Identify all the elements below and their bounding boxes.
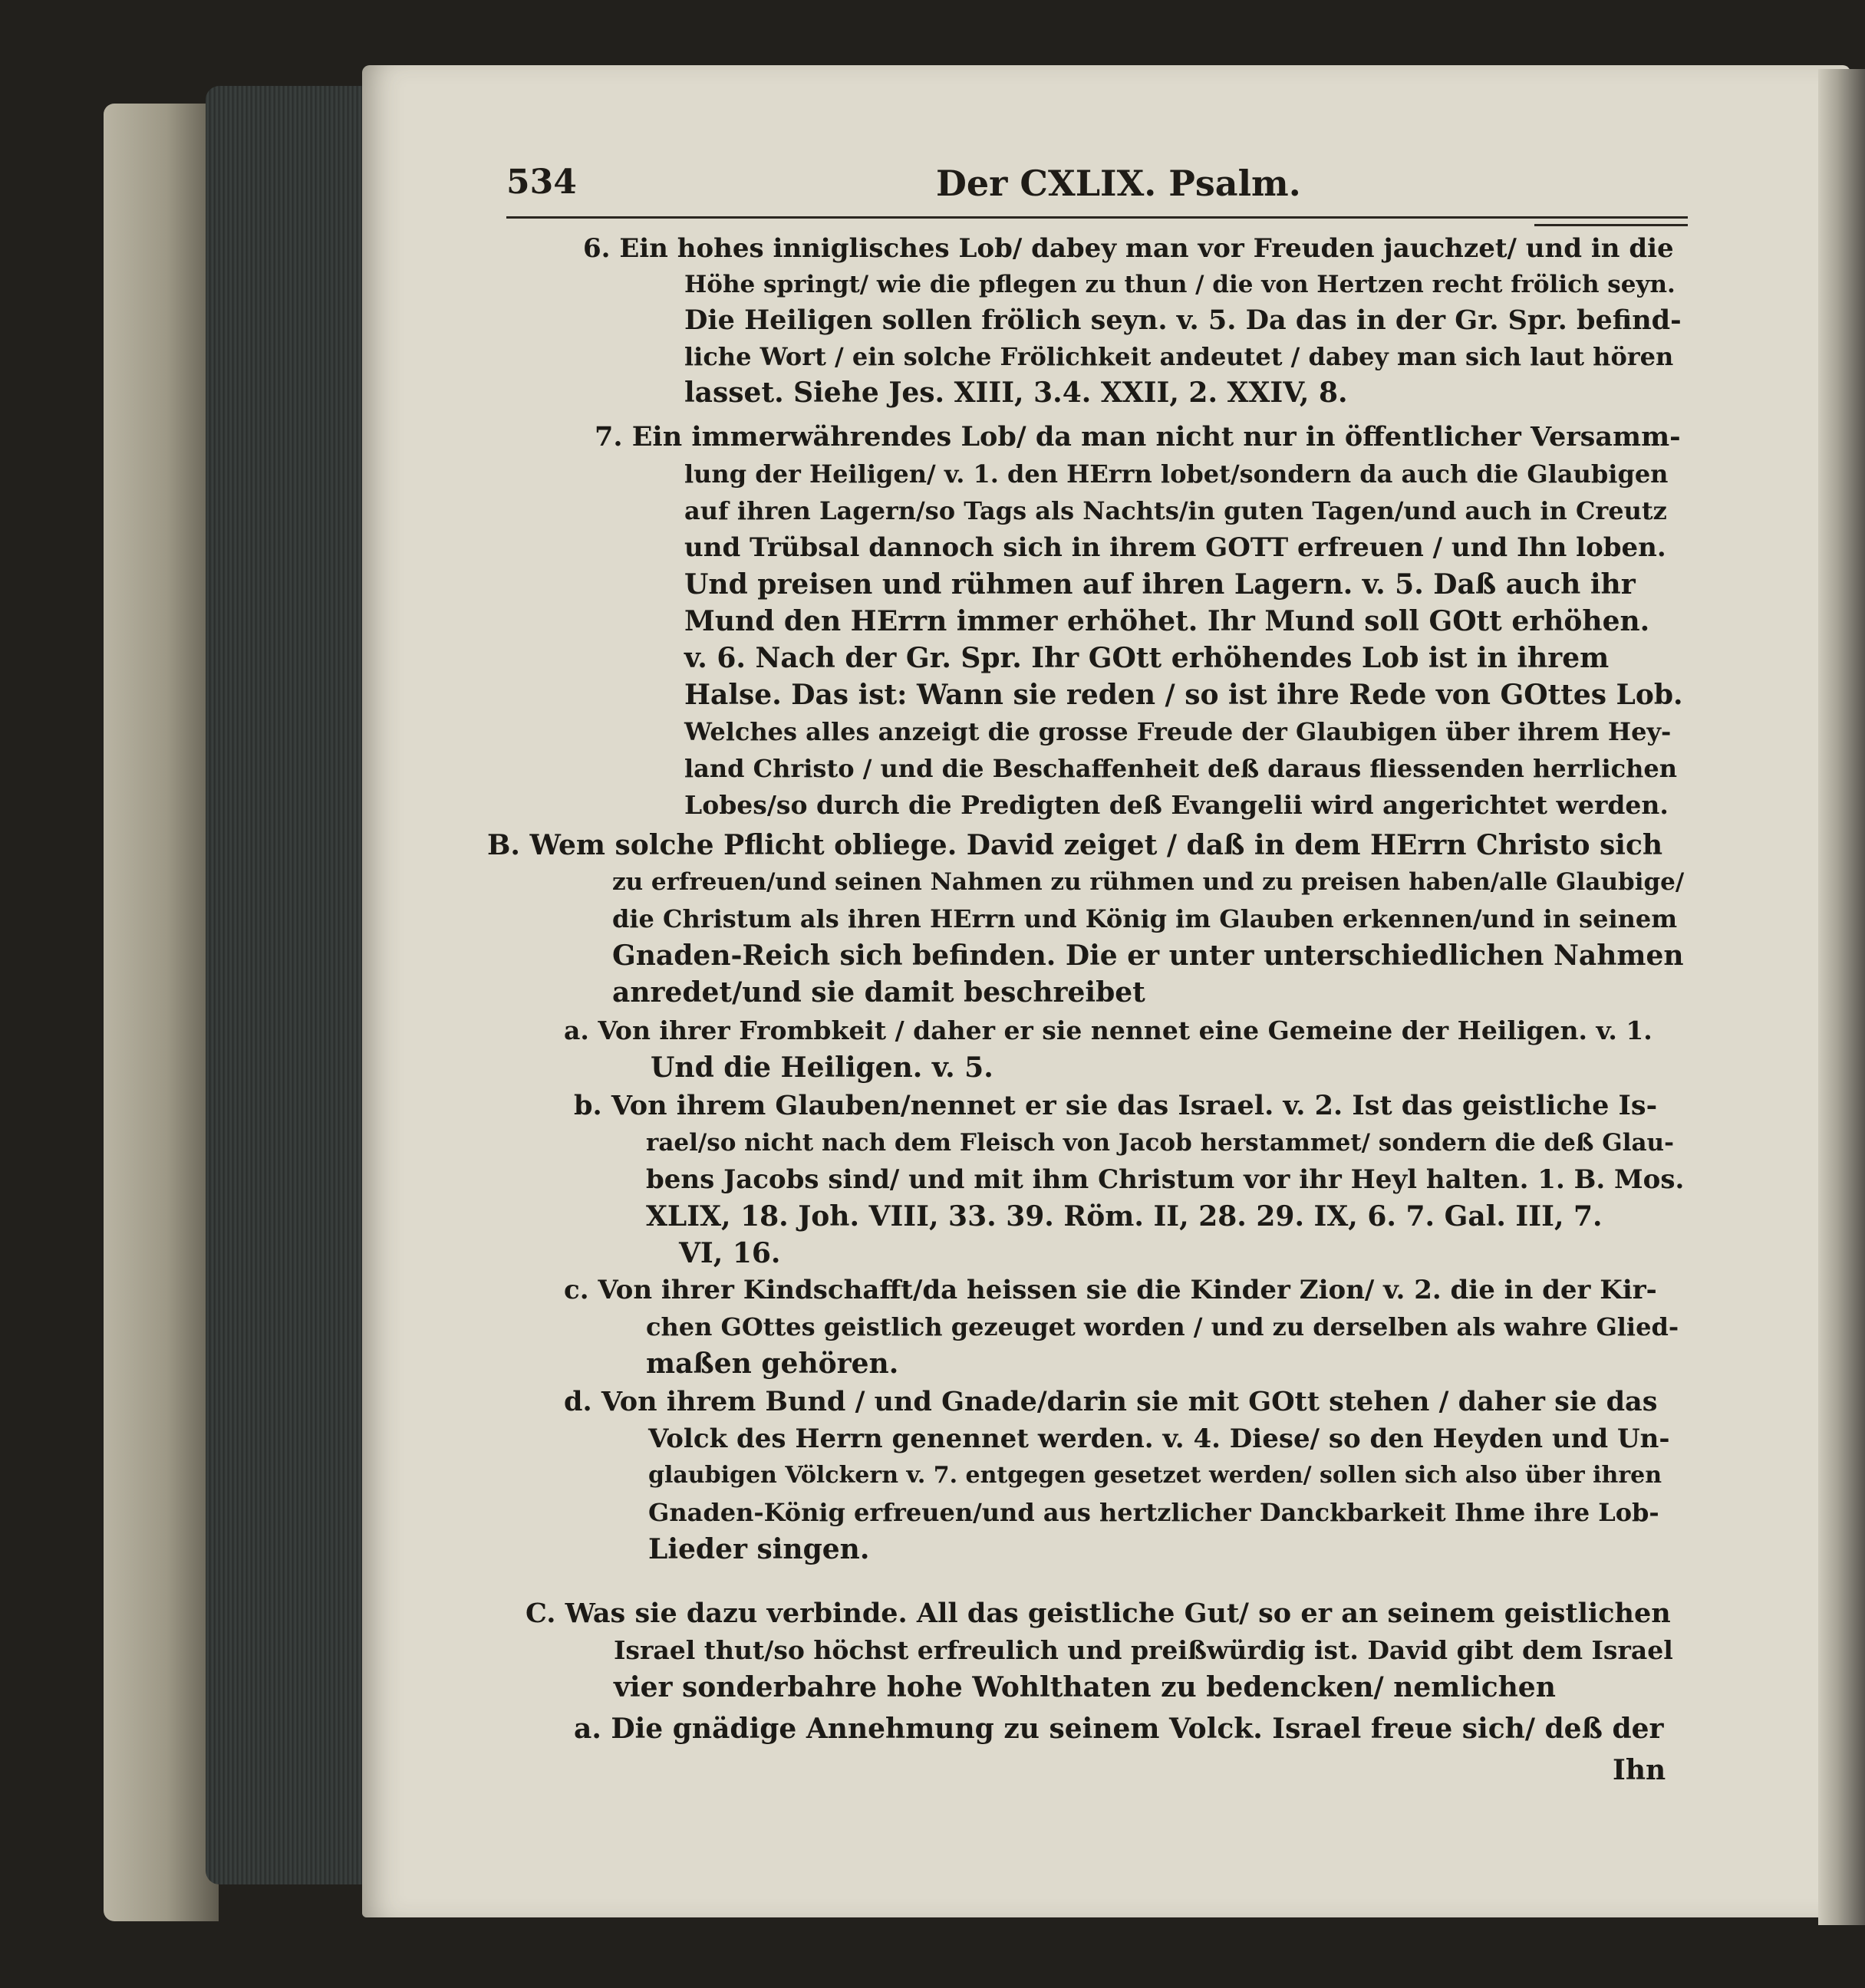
text-line: C. Was sie dazu verbinde. All das geistliche Gut/ so er an seinem geistlichen [526, 1598, 1671, 1629]
text-line: Lieder singen. [648, 1533, 870, 1565]
text-line: 6. Ein hohes inniglisches Lob/ dabey man vor Freuden jauchzet/ und in die [583, 233, 1674, 264]
text-line: lasset. Siehe Jes. XIII, 3.4. XXII, 2. XXIV, 8. [684, 377, 1348, 409]
catchword: Ihn [1613, 1754, 1666, 1786]
text-line: VI, 16. [679, 1237, 781, 1269]
text-line: a. Von ihrer Frombkeit / daher er sie nennet eine Gemeine der Heiligen. v. 1. [564, 1015, 1652, 1045]
text-line: land Christo / und die Beschaffenheit deß daraus fliessenden herrlichen [684, 754, 1678, 783]
text-line: Die Heiligen sollen frölich seyn. v. 5. Da das in der Gr. Spr. befind- [684, 304, 1682, 336]
text-line: zu erfreuen/und seinen Nahmen zu rühmen und zu preisen haben/alle Glaubige/ [612, 868, 1685, 896]
text-line: Halse. Das ist: Wann sie reden / so ist ihre Rede von GOttes Lob. [684, 679, 1683, 711]
text-line: XLIX, 18. Joh. VIII, 33. 39. Röm. II, 28. 29. IX, 6. 7. Gal. III, 7. [646, 1200, 1603, 1233]
text-line: Lobes/so durch die Predigten deß Evangelii wird angerichtet werden. [684, 790, 1669, 820]
text-line: v. 6. Nach der Gr. Spr. Ihr GOtt erhöhendes Lob ist in ihrem [684, 642, 1610, 674]
text-line: die Christum als ihren HErrn und König im Glauben erkennen/und in seinem [612, 904, 1678, 933]
text-line: c. Von ihrer Kindschafft/da heissen sie die Kinder Zion/ v. 2. die in der Kir- [564, 1275, 1657, 1305]
page-number: 534 [506, 163, 577, 202]
text-line: Höhe springt/ wie die pflegen zu thun / die von Hertzen recht frölich seyn. [684, 271, 1676, 298]
text-line: Gnaden-König erfreuen/und aus hertzlicher Danckbarkeit Ihme ihre Lob- [648, 1498, 1659, 1527]
text-line: und Trübsal dannoch sich in ihrem GOTT erfreuen / und Ihn loben. [684, 532, 1666, 563]
text-line: anredet/und sie damit beschreibet [612, 976, 1145, 1009]
text-line: auf ihren Lagern/so Tags als Nachts/in guten Tagen/und auch in Creutz [684, 496, 1667, 525]
text-line: Gnaden-Reich sich befinden. Die er unter unterschiedlichen Nahmen [612, 940, 1684, 972]
text-line: liche Wort / ein solche Frölichkeit andeutet / dabey man sich laut hören [684, 342, 1674, 371]
text-line: 7. Ein immerwährendes Lob/ da man nicht nur in öffentlicher Versamm- [595, 421, 1681, 453]
text-line: Und die Heiligen. v. 5. [651, 1052, 993, 1084]
running-title: Der CXLIX. Psalm. [936, 163, 1301, 204]
text-line: Israel thut/so höchst erfreulich und preißwürdig ist. David gibt dem Israel [614, 1635, 1673, 1665]
text-line: B. Wem solche Pflicht obliege. David zeiget / daß in dem HErrn Christo sich [487, 829, 1663, 861]
text-line: bens Jacobs sind/ und mit ihm Christum vor ihr Heyl halten. 1. B. Mos. [646, 1164, 1685, 1195]
text-line: b. Von ihrem Glauben/nennet er sie das Israel. v. 2. Ist das geistliche Is- [574, 1090, 1658, 1121]
text-line: maßen gehören. [646, 1348, 899, 1380]
text-line: Volck des Herrn genennet werden. v. 4. Diese/ so den Heyden und Un- [648, 1424, 1670, 1454]
text-line: rael/so nicht nach dem Fleisch von Jacob herstammet/ sondern die deß Glau- [646, 1129, 1674, 1157]
text-line: glaubigen Völckern v. 7. entgegen gesetzet werden/ sollen sich also über ihren [648, 1462, 1662, 1489]
text-line: lung der Heiligen/ v. 1. den HErrn lobet/sondern da auch die Glaubigen [684, 459, 1669, 489]
text-line: Und preisen und rühmen auf ihren Lagern. v. 5. Daß auch ihr [684, 568, 1636, 601]
text-line: a. Die gnädige Annehmung zu seinem Volck. Israel freue sich/ deß der [574, 1713, 1664, 1745]
text-line: Mund den HErrn immer erhöhet. Ihr Mund soll GOtt erhöhen. [684, 605, 1650, 637]
text-line: d. Von ihrem Bund / und Gnade/darin sie mit GOtt stehen / daher sie das [564, 1386, 1658, 1417]
text-line: chen GOttes geistlich gezeuget worden / und zu derselben als wahre Glied- [646, 1312, 1679, 1341]
text-line: vier sonderbahre hohe Wohlthaten zu bedencken/ nemlichen [614, 1671, 1556, 1703]
text-line: Welches alles anzeigt die grosse Freude der Glaubigen über ihrem Hey- [684, 717, 1672, 746]
